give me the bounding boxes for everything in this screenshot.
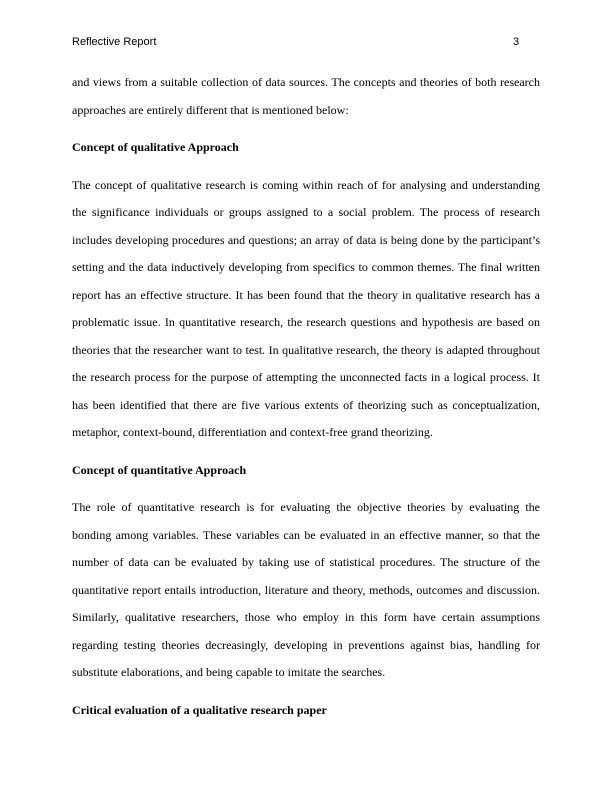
heading-qualitative-approach: Concept of qualitative Approach: [72, 140, 239, 154]
document-body: [72, 69, 540, 724]
intro-paragraph: and views from a suitable collection of data sources. The concepts and theories of both research approaches are entirely different that is mentioned below:: [72, 75, 540, 117]
page-number: 3: [513, 36, 520, 48]
paragraph-quantitative-approach: The role of quantitative research is for evaluating the objective theories by evaluating the bonding among variables. These variables can be evaluated in an effective manner, so that the number of data can be evaluated by taking use of statistical procedures. The structure of the quantitative report entails introduction, literature and theory, methods, outcomes and discussion. Similarly, qualitative researchers, those who employ in this form have certain assumptions regarding testing theories decreasingly, developing in preventions against bias, handling for substitute elaborations, and being capable to imitate the searches.: [72, 500, 540, 679]
running-header-title: Reflective Report: [72, 36, 157, 48]
paragraph-qualitative-approach: The concept of qualitative research is coming within reach of for analysing and understanding the significance individuals or groups assigned to a social problem. The process of research includes developing procedures and questions; an array of data is being done by the participant’s setting and the data inductively developing from specifics to common themes. The final written report has an effective structure. It has been found that the theory in qualitative research has a problematic issue. In quantitative research, the research questions and hypothesis are based on theories that the researcher want to test. In qualitative research, the theory is adapted throughout the research process for the purpose of attempting the unconnected facts in a logical process. It has been identified that there are five various extents of theorizing such as conceptualization, metaphor, context-bound, differentiation and context-free grand theorizing.: [72, 177, 540, 439]
heading-critical-evaluation: Critical evaluation of a qualitative research paper: [72, 702, 327, 717]
heading-quantitative-approach: Concept of quantitative Approach: [72, 462, 247, 477]
